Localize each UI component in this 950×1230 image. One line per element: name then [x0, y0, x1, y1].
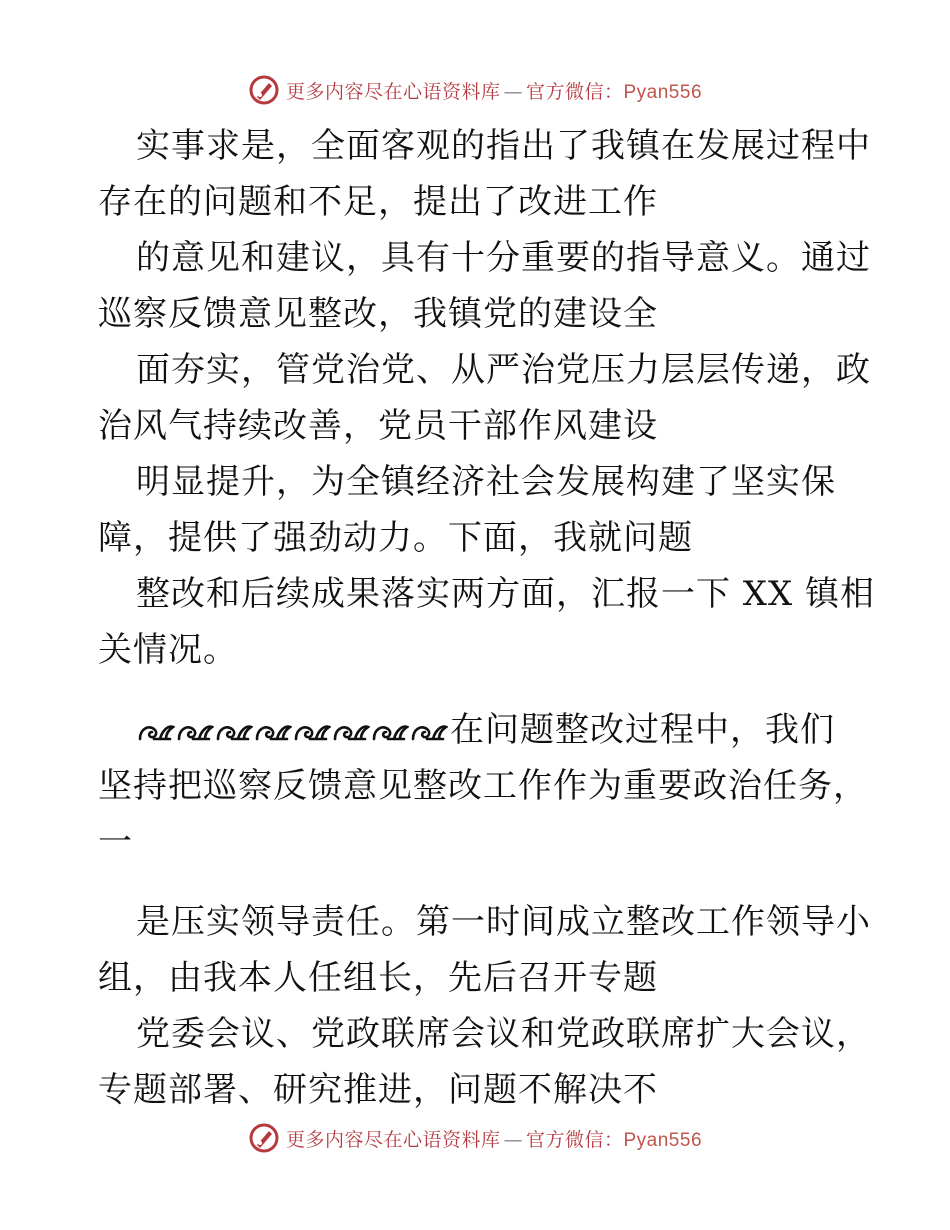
text-line: 障，提供了强劲动力。下面，我就问题 — [98, 518, 693, 558]
watermark-text: 更多内容尽在心语资料库 — 官方微信：Pyan556 — [285, 1128, 703, 1151]
scroll-swirl-icon — [136, 719, 175, 745]
text-line: 实事求是，全面客观的指出了我镇在发展过程中 — [136, 126, 871, 166]
text-line: 巡察反馈意见整改，我镇党的建设全 — [98, 294, 658, 334]
scroll-swirl-icon — [175, 719, 214, 745]
scroll-swirl-icon — [214, 719, 253, 745]
text-line: 组，由我本人任组长，先后召开专题 — [98, 958, 658, 998]
text-line: 面夯实，管党治党、从严治党压力层层传递，政 — [136, 350, 871, 390]
text-line: 在问题整改过程中，我们 — [98, 702, 858, 758]
document-body — [98, 118, 876, 1118]
footer-watermark — [0, 1118, 950, 1158]
pen-nib-seal-icon — [248, 74, 280, 106]
scroll-swirl-icon — [409, 719, 448, 745]
text-line: 党委会议、党政联席会议和党政联席扩大会议， — [136, 1014, 871, 1054]
text-line: 是压实领导责任。第一时间成立整改工作领导小 — [136, 902, 871, 942]
scroll-swirl-icon — [370, 719, 409, 745]
text-line: 明显提升，为全镇经济社会发展构建了坚实保 — [136, 462, 836, 502]
text-line: 治风气持续改善，党员干部作风建设 — [98, 406, 658, 446]
watermark-text: 更多内容尽在心语资料库 — 官方微信：Pyan556 — [285, 80, 703, 103]
text-line: 坚持把巡察反馈意见整改工作作为重要政治任务， — [98, 766, 868, 806]
header-watermark — [0, 70, 950, 110]
text-line: 关情况。 — [98, 630, 238, 670]
text-line: 的意见和建议，具有十分重要的指导意义。通过 — [136, 238, 871, 278]
pen-nib-seal-icon — [248, 1122, 280, 1154]
scroll-swirl-icon — [253, 719, 292, 745]
scroll-swirl-icon — [292, 719, 331, 745]
text-line: 整改和后续成果落实两方面，汇报一下 XX 镇相 — [136, 574, 876, 614]
text-line: 专题部署、研究推进，问题不解决不 — [98, 1070, 658, 1110]
scroll-swirl-icon — [331, 719, 370, 745]
ornament-row — [136, 719, 448, 745]
text-line: 存在的问题和不足，提出了改进工作 — [98, 182, 658, 222]
text-line: 一 — [98, 822, 133, 862]
